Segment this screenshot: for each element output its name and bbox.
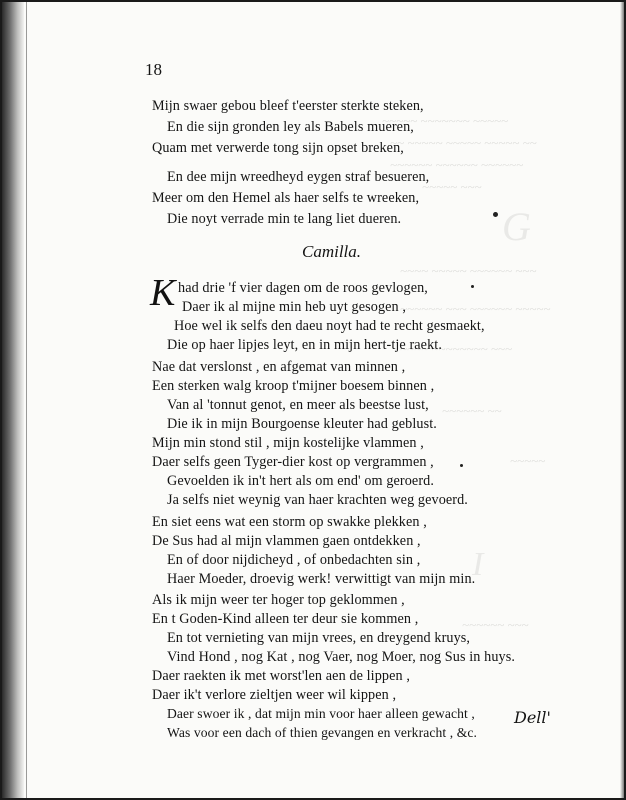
poem-line: En tot vernieting van mijn vrees, en dreygend kruys, [167,630,471,646]
poem-line: Quam met verwerde tong sijn opset breken, [152,140,404,156]
ink-speck [471,285,474,288]
drop-cap: K [150,272,176,314]
poem-line: En siet eens wat een storm op swakke plekken , [152,514,427,530]
poem-line: Daer selfs geen Tyger-dier kost op vergrammen , [152,454,434,470]
poem-line: Mijn swaer gebou bleef t'eerster sterkte steken, [152,98,424,114]
poem-line: Daer ik al mijne min heb uyt gesogen , [182,299,407,315]
poem-line: De Sus had al mijn vlammen gaen ontdekken , [152,533,421,549]
poem-line: Die ik in mijn Bourgoense kleuter had geblust. [167,416,437,432]
ink-speck [460,464,463,467]
poem-line: Gevoelden ik in't hert als om end' om geroerd. [167,473,434,489]
poem-line: En dee mijn wreedheyd eygen straf besueren, [167,169,430,185]
poem-line: Ja selfs niet weynig van haer krachten weg gevoerd. [167,492,468,508]
section-title: Camilla. [302,242,362,261]
poem-line: Daer raekten ik met worst'len aen de lippen , [152,668,410,684]
poem-line: En die sijn gronden ley als Babels mueren, [167,119,414,135]
scanned-page: ​~~~~~ ~~~~~~~ ~~~~~ ~~ ~~~~~ ~~~~~ ~~~~~ ~~ ~~~~~~ ~~~~~~ ~~~~~~ ~~~~~ ~~~ G ~~~~ ~~~~~ ~~~~~~ ~~~ ~~~~~~ ~~~ ~~~~~~ ~~~~~ ~~~~ ~~~~~~~~ ~~~ ~~~~~~ ~~ ~~~~~ I ~~~~~~ ~~~ 18 Mijn swaer gebou bleef t'eerster sterkte steken, En die sijn gronden ley als Babels mueren, Quam met verwerde tong sijn opset breken, En dee mijn wreedheyd eygen straf besueren, Meer om den Hemel als haer selfs te wreeken, Die noyt verrade min te lang liet dueren. Camilla. K had drie 'f vier dagen om de roos gevlogen, Daer ik al mijne min heb uyt gesogen , Hoe wel ik selfs den daeu noyt had te recht gesmaekt, Die op haer lipjes leyt, en in mijn hert-tje raekt. Nae dat verslonst , en afgemat van minnen , Een sterken walg kroop t'mijner boesem binnen , Van al 'tonnut genot, en meer als beestse lust, Die ik in mijn Bourgoense kleuter had geblust. Mijn min stond stil , mijn kostelijke vlammen , Daer selfs geen Tyger-dier kost op vergrammen , Gevoelden ik in't hert als om end' om geroerd. Ja selfs niet weynig van haer krachten weg gevoerd. En siet eens wat een storm op swakke plekken , De Sus had al mijn vlammen gaen ontdekken , En of door nijdicheyd , of onbedachten sin , Haer Moeder, droevig werk! verwittigt van mijn min. Als ik mijn weer ter hoger top geklommen , En t Goden-Kind alleen ter deur sie kommen , En tot vernieting van mijn vrees, en dreygend kruys, Vind Hond , nog Kat , nog Vaer, nog Moer, nog Sus in huys. Daer raekten ik met worst'len aen de lippen , Daer ik't verlore zieltjen weer wil kippen , Daer swoer ik , dat mijn min voor haer alleen gewacht , Was voor een dach of thien gevangen en verkracht , &c. Dell' [2,2,624,798]
poem-line: Mijn min stond stil , mijn kostelijke vlammen , [152,435,424,451]
poem-line: Als ik mijn weer ter hoger top geklommen , [152,592,405,608]
page-number: 18 [145,60,162,79]
poem-line: Daer ik't verlore zieltjen weer wil kippen , [152,687,397,703]
poem-line: Haer Moeder, droevig werk! verwittigt van mijn min. [167,571,476,587]
poem-line: Die op haer lipjes leyt, en in mijn hert-tje raekt. [167,337,442,353]
poem-line: Van al 'tonnut genot, en meer als beestse lust, [167,397,429,413]
poem-line: En t Goden-Kind alleen ter deur sie kommen , [152,611,419,627]
poem-line: Een sterken walg kroop t'mijner boesem binnen , [152,378,435,394]
poem-line: Was voor een dach of thien gevangen en verkracht , &c. [167,725,478,740]
catchword: Dell' [514,708,551,727]
poem-line: Hoe wel ik selfs den daeu noyt had te recht gesmaekt, [174,318,485,334]
poem-line: Die noyt verrade min te lang liet dueren. [167,211,402,227]
poem-line: Nae dat verslonst , en afgemat van minnen , [152,359,406,375]
poem-line: Daer swoer ik , dat mijn min voor haer alleen gewacht , [167,706,475,721]
poem-line: En of door nijdicheyd , of onbedachten sin , [167,552,421,568]
poem-line: Vind Hond , nog Kat , nog Vaer, nog Moer, nog Sus in huys. [167,649,515,665]
poem-line: Meer om den Hemel als haer selfs te wreeken, [152,190,420,206]
ink-speck [493,212,498,217]
poem-text [2,2,624,798]
poem-line: had drie 'f vier dagen om de roos gevlogen, [178,280,428,296]
